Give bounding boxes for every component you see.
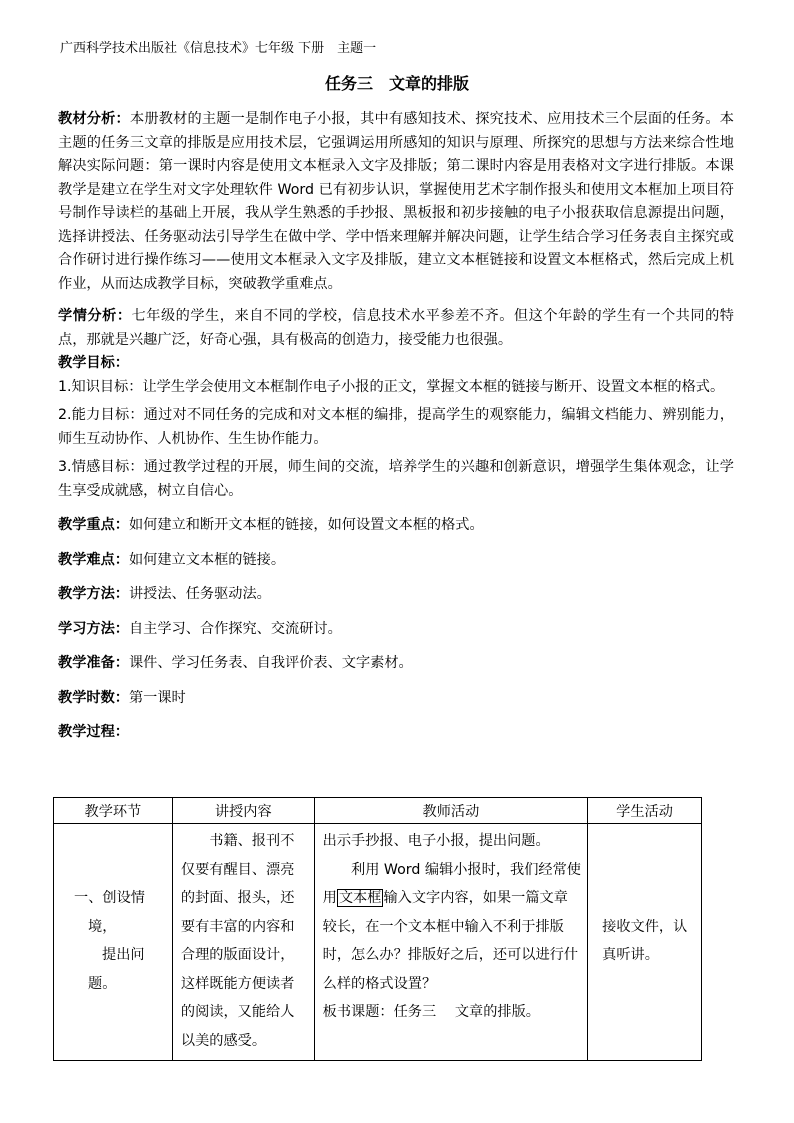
teacher-line-3: 板书课题：任务三 文章的排版。 (322, 1004, 540, 1020)
goal-item: 3.情感目标：通过教学过程的开展，师生间的交流，培养学生的兴趣和创新意识，增强学生集体观念，让学生享受成就感，树立自信心。 (58, 459, 734, 499)
preparation-label: 教学准备： (58, 655, 129, 671)
page-title: 任务三 文章的排版 (324, 74, 469, 93)
difficulty-row (58, 549, 734, 573)
preparation-text: 课件、学习任务表、自我评价表、文字素材。 (128, 655, 413, 671)
stage-line: 提出问 (102, 947, 145, 963)
stage-line: 题。 (88, 975, 117, 992)
students-paragraph (58, 305, 734, 352)
analysis-label: 教材分析： (58, 111, 130, 127)
learning-method-label: 学习方法： (58, 620, 129, 637)
students-label: 学情分析： (58, 308, 132, 324)
table-row (54, 824, 702, 1061)
table-header-student: 学生活动 (588, 798, 702, 824)
stage-cell (54, 824, 173, 1061)
student-text: 接收文件，认真听讲。 (602, 918, 688, 963)
goal-item: 1.知识目标：让学生学会使用文本框制作电子小报的正文，掌握文本框的链接与断开、设置文本框的格式。 (58, 378, 725, 395)
difficulty-text: 如何建立文本框的链接。 (128, 551, 286, 568)
method-label: 教学方法： (58, 586, 129, 602)
process-heading: 教学过程： (58, 724, 129, 740)
content-cell (172, 824, 314, 1061)
page-header: 广西科学技术出版社《信息技术》七年级 下册 主题一 (60, 41, 377, 56)
teacher-line-2 (323, 856, 581, 999)
lesson-body (58, 108, 734, 745)
learning-method-row (58, 618, 734, 642)
content-text: 书籍、报刊不仅要有醒目、漂亮的封面、报头，还要有丰富的内容和合理的版面设计，这样既能方便读者的阅读，又能给人以美的感受。 (180, 833, 295, 1049)
teacher-line-1: 出示手抄报、电子小报，提出问题。 (322, 833, 550, 849)
teacher-text: 利用 Word 编辑小报时，我们经常使用 (322, 861, 581, 906)
duration-row (58, 687, 734, 711)
table-header-row (54, 798, 702, 824)
learning-method-text: 自主学习、合作探究、交流研讨。 (128, 620, 342, 637)
difficulty-label: 教学难点： (58, 551, 129, 568)
students-text: 七年级的学生，来自不同的学校，信息技术水平参差不齐。但这个年龄的学生有一个共同的特点，那就是兴趣广泛，好奇心强，具有极高的创造力，接受能力也很强。 (58, 308, 734, 348)
goals-heading: 教学目标： (58, 355, 129, 371)
key-point-label: 教学重点： (58, 517, 129, 533)
table-header-stage: 教学环节 (54, 798, 173, 824)
teacher-cell (314, 824, 587, 1061)
method-text: 讲授法、任务驱动法。 (128, 586, 271, 602)
duration-label: 教学时数： (58, 689, 129, 706)
stage-line: 一、创设情 (74, 890, 145, 906)
student-cell (588, 824, 702, 1061)
preparation-row (58, 652, 734, 676)
process-table (53, 797, 702, 1061)
key-point-row (58, 514, 734, 538)
textbox-term: 文本框 (338, 890, 382, 906)
duration-text: 第一课时 (128, 689, 186, 706)
goal-item: 2.能力目标：通过对不同任务的完成和对文本框的编排，提高学生的观察能力，编辑文档能力、辨别能力，师生互动协作、人机协作、生生协作能力。 (58, 407, 734, 447)
stage-line: 境， (88, 918, 117, 935)
analysis-text: 本册教材的主题一是制作电子小报，其中有感知技术、探究技术、应用技术三个层面的任务。本主题的任务三文章的排版是应用技术层，它强调运用所感知的知识与原理、所探究的思想与方法来综合性地解决实际问题：第一课时内容是使用文本框录入文字及排版；第二课时内容是用表格对文字进行排版。本课教学是建立在学生对文字处理软件 Word 已有初步认识，掌握使用艺术字制作报头和使用文本框加上项目符号制作导读栏的基础上开展，我从学生熟悉的手抄报、黑板报和初步接触的电子小报获取信息源提出问题，选择讲授法、任务驱动法引导学生在做中学、学中悟来理解并解决问题，让学生结合学习任务表自主探究或合作研讨进行操作练习——使用文本框录入文字及排版，建立文本框链接和设置文本框格式，然后完成上机作业，从而达成教学目标，突破教学重难点。 (58, 111, 734, 292)
teacher-text: 输入文字内容，如果一篇文章较长，在一个文本框中输入不利于排版时，怎么办？排版好之后，还可以进行什么样的格式设置？ (322, 890, 579, 992)
table-header-teacher: 教师活动 (314, 798, 587, 824)
table-header-content: 讲授内容 (172, 798, 314, 824)
analysis-paragraph (58, 108, 734, 296)
method-row (58, 583, 734, 607)
key-point-text: 如何建立和断开文本框的链接，如何设置文本框的格式。 (128, 517, 484, 533)
